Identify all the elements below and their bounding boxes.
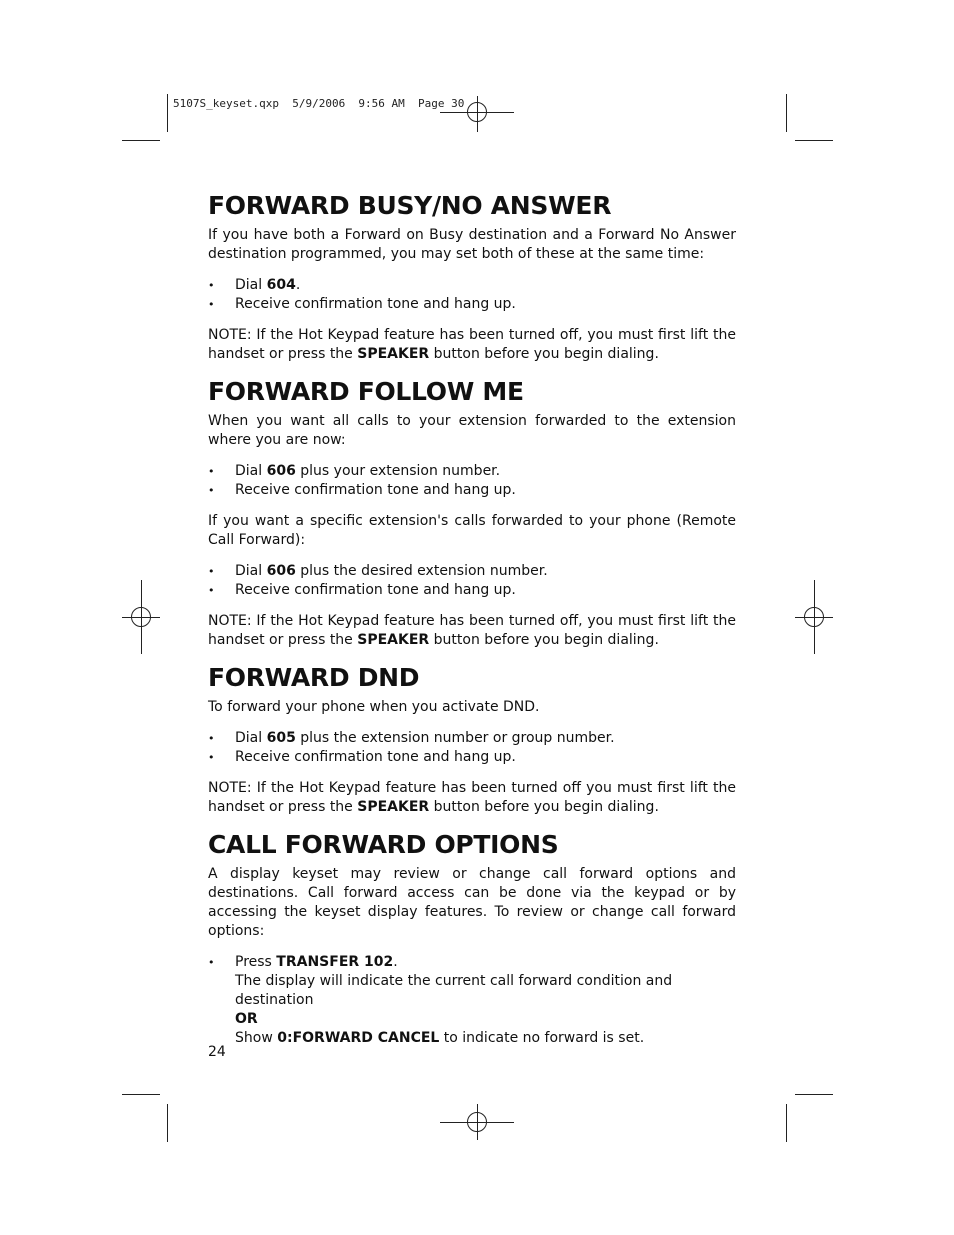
list-item: • Receive confirmation tone and hang up. [208,481,736,500]
steps-list [208,953,736,1048]
steps-list [208,276,736,314]
registration-mark-icon [467,102,487,122]
section-intro: When you want all calls to your extension forwarded to the extension where you are now: [208,413,736,448]
section-intro: If you have both a Forward on Busy destination and a Forward No Answer destination programmed, you may set both of these at the same time: [208,227,736,262]
section-title: CALL FORWARD OPTIONS [208,830,559,859]
list-item: • Receive confirmation tone and hang up. [208,581,736,600]
crop-mark [786,94,787,132]
section-intro-remote: If you want a specific extension's calls forwarded to your phone (Remote Call Forward): [208,513,736,548]
section-forward-busy-no-answer [208,190,736,364]
list-item: • Dial 606 plus your extension number. [208,462,736,481]
list-item: • Receive confirmation tone and hang up. [208,748,736,767]
crop-mark [795,1094,833,1095]
list-item: • Press TRANSFER 102. The display will indicate the current call forward condition and destination OR Show 0:FORWARD CANCEL to indicate no forward is set. [208,953,736,1048]
crop-mark [786,1104,787,1142]
registration-mark-icon [804,607,824,627]
list-item: • Dial 604. [208,276,736,295]
note: NOTE: If the Hot Keypad feature has been turned off, you must first lift the handset or press the SPEAKER button before you begin dialing. [208,327,736,362]
steps-list [208,462,736,500]
crop-mark [122,140,160,141]
section-title: FORWARD FOLLOW ME [208,377,524,406]
page-content [208,190,736,1060]
list-item: • Dial 605 plus the extension number or group number. [208,729,736,748]
section-title: FORWARD BUSY/NO ANSWER [208,191,612,220]
section-call-forward-options [208,829,736,1048]
page-number: 24 [208,1044,226,1060]
print-slug: 5107S_keyset.qxp 5/9/2006 9:56 AM Page 30 [173,97,465,110]
list-item: • Dial 606 plus the desired extension number. [208,562,736,581]
section-intro: A display keyset may review or change call forward options and destinations. Call forward access can be done via the keypad or by accessing the keyset display features. To review or change call forward options: [208,866,736,939]
crop-mark [167,1104,168,1142]
section-title: FORWARD DND [208,663,420,692]
list-item: • Receive confirmation tone and hang up. [208,295,736,314]
note: NOTE: If the Hot Keypad feature has been turned off you must first lift the handset or press the SPEAKER button before you begin dialing. [208,780,736,815]
registration-mark-icon [467,1112,487,1132]
crop-mark [795,140,833,141]
crop-mark [167,94,168,132]
section-forward-follow-me [208,376,736,650]
section-intro: To forward your phone when you activate DND. [208,699,540,715]
steps-list [208,729,736,767]
note: NOTE: If the Hot Keypad feature has been turned off, you must first lift the handset or press the SPEAKER button before you begin dialing. [208,613,736,648]
steps-list [208,562,736,600]
section-forward-dnd [208,662,736,817]
crop-mark [122,1094,160,1095]
registration-mark-icon [131,607,151,627]
